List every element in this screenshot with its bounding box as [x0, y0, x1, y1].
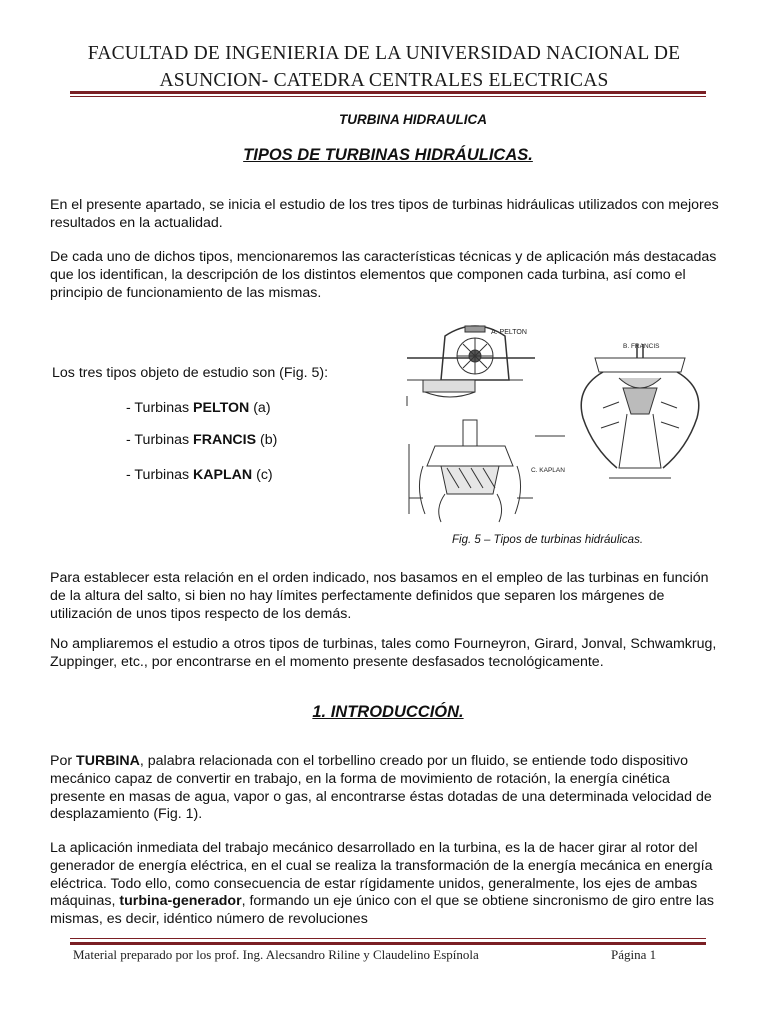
- page-number: Página 1: [611, 947, 657, 962]
- francis-turbine-drawing: [581, 343, 699, 478]
- figure-caption: Fig. 5 – Tipos de turbinas hidráulicas.: [452, 534, 644, 546]
- header-line-2: ASUNCION- CATEDRA CENTRALES ELECTRICAS: [159, 70, 609, 91]
- paragraph-3: Para establecer esta relación en el orden indicado, nos basamos en el empleo de las turbinas en función de la altura del salto, si bien no hay límites perfectamente definidos que separen los márgenes de utilización de unos tipos respecto de los demás.: [50, 570, 709, 622]
- footer-rule-thin: [70, 938, 706, 939]
- turbine-types-figure: [405, 318, 725, 530]
- document-subtitle: TURBINA HIDRAULICA: [339, 112, 487, 127]
- page-header: [50, 40, 718, 94]
- paragraph-4: No ampliaremos el estudio a otros tipos de turbinas, tales como Fourneyron, Girard, Jonval, Schwamkrug, Zuppinger, etc., por encontrarse en el momento presente desfasados tecnológicamente.: [50, 636, 717, 670]
- list-item-francis: - Turbinas FRANCIS (b): [126, 432, 278, 448]
- kaplan-label: C. KAPLAN: [531, 467, 565, 474]
- paragraph-5: Por TURBINA, palabra relacionada con el torbellino creado por un fluido, se entiende todo dispositivo mecánico capaz de convertir en trabajo, en la forma de movimiento de rotación, la energía cinética presente en masas de agua, vapor o gas, al encontrarse éstas dotadas de una determinada velocidad de desplazamiento (Fig. 1).: [50, 753, 712, 823]
- footer-rule-thick: [70, 942, 706, 945]
- document-title: TIPOS DE TURBINAS HIDRÁULICAS.: [243, 146, 533, 164]
- francis-label: B. FRANCIS: [623, 343, 660, 350]
- footer-credit: Material preparado por los prof. Ing. Alecsandro Riline y Claudelino Espínola: [73, 947, 479, 962]
- header-line-1: FACULTAD DE INGENIERIA DE LA UNIVERSIDAD NACIONAL DE: [87, 43, 681, 64]
- list-item-kaplan: - Turbinas KAPLAN (c): [126, 467, 273, 483]
- paragraph-1: En el presente apartado, se inicia el estudio de los tres tipos de turbinas hidráulicas utilizados con mejores resultados en la actualidad.: [50, 197, 719, 231]
- paragraph-2: De cada uno de dichos tipos, mencionaremos las características técnicas y de aplicación más destacadas que los identifican, la descripción de los distintos elementos que componen cada turbina, así como el principio de funcionamiento de las mismas.: [50, 249, 717, 301]
- header-rule-thin: [70, 96, 706, 97]
- kaplan-turbine-drawing: [409, 420, 565, 522]
- pelton-label: A. PELTON: [491, 329, 527, 336]
- turbine-list-intro: Los tres tipos objeto de estudio son (Fig. 5):: [52, 365, 329, 381]
- pelton-turbine-drawing: [407, 326, 535, 406]
- header-rule-thick: [70, 91, 706, 94]
- paragraph-6: La aplicación inmediata del trabajo mecánico desarrollado en la turbina, es la de hacer girar al rotor del generador de energía eléctrica, en el cual se realiza la transformación de la energía mecánica en energía eléctrica. Todo ello, como consecuencia de estar rígidamente unidos, generalmente, los ejes de ambas máquinas, turbina-generador, formando un eje único con el que se obtiene sincronismo de giro entre las mismas, es decir, idéntico número de revoluciones: [50, 840, 715, 928]
- section-heading-introduccion: 1. INTRODUCCIÓN.: [312, 703, 464, 721]
- list-item-pelton: - Turbinas PELTON (a): [126, 400, 271, 416]
